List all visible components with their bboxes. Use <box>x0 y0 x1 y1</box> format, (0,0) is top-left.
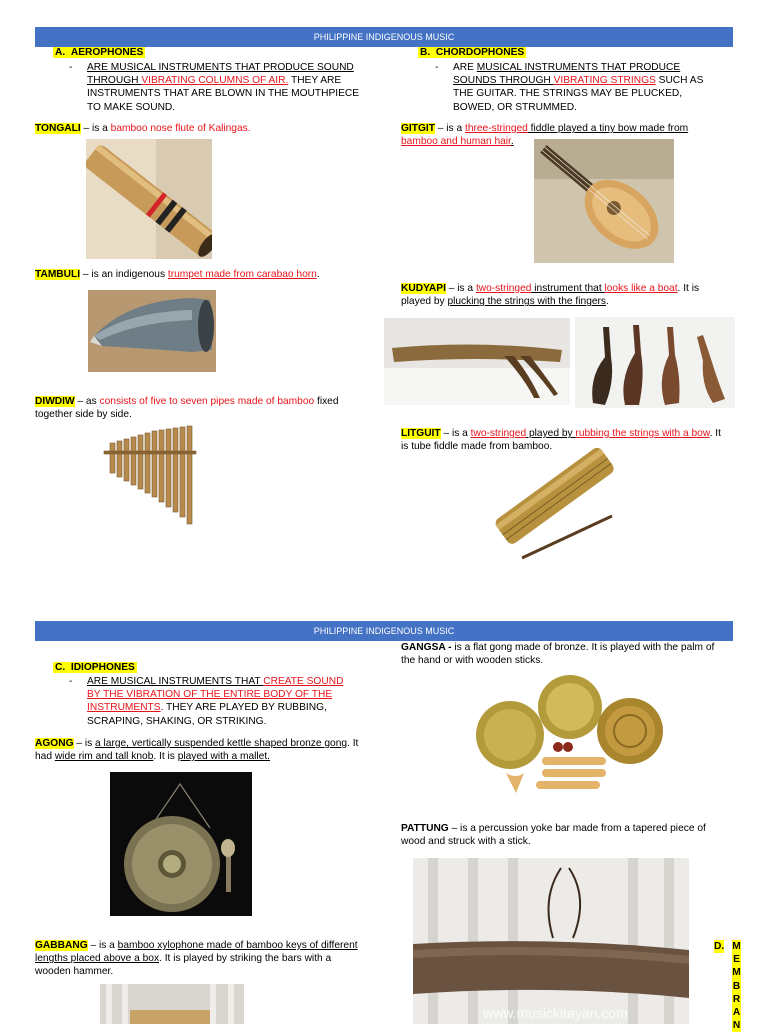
desc-highlight: VIBRATING COLUMNS OF AIR. <box>141 75 289 87</box>
entry-end: . <box>510 136 514 148</box>
entry-sep: – is a <box>434 123 465 134</box>
section-heading-idiophones <box>53 661 137 674</box>
entry-sep: – is a <box>87 940 118 951</box>
tongali-flute-image <box>86 139 212 259</box>
entry-diwdiw <box>35 395 365 421</box>
desc-text-rest: THEY ARE INSTRUMENTS THAT ARE BLOWN IN THE MOUTHPIECE TO MAKE SOUND. <box>87 75 360 113</box>
entry-sep: – is an indigenous <box>80 269 168 280</box>
section-title: IDIOPHONES <box>70 662 135 673</box>
entry-name: AGONG <box>35 738 74 749</box>
tambuli-horn-image <box>88 290 216 372</box>
heading-char: E <box>733 954 740 966</box>
desc-highlight: VIBRATING STRINGS <box>553 75 656 87</box>
desc-text: MUSICAL INSTRUMENTS THAT PRODUCE SOUNDS THROUGH <box>453 62 681 87</box>
desc-text: ARE MUSICAL INSTRUMENTS THAT PRODUCE SOUND THROUGH <box>87 62 354 87</box>
desc-text: ARE MUSICAL INSTRUMENTS THAT <box>87 676 264 687</box>
agong-gong-image <box>110 772 252 916</box>
page-header-banner: PHILIPPINE INDIGENOUS MUSIC <box>35 27 733 47</box>
entry-name: KUDYAPI <box>401 283 446 294</box>
kudyapi-boat-lute-image-1 <box>384 318 570 405</box>
entry-name: LITGUIT <box>401 428 441 439</box>
heading-char: B <box>732 980 741 992</box>
entry-text: wide rim and tall knob <box>54 751 154 763</box>
section-title: AEROPHONES <box>70 47 144 58</box>
entry-agong <box>35 737 365 763</box>
entry-highlight: two-stringed <box>470 428 527 439</box>
entry-name: GITGIT <box>401 123 435 134</box>
entry-name: DIWDIW <box>35 396 75 407</box>
list-dash: - <box>435 62 439 73</box>
pattung-yoke-bar-image <box>413 858 689 1024</box>
entry-text-rest: is a flat gong made of bronze. It is played with the palm of the hand or with wooden sticks. <box>401 642 715 667</box>
entry-text-rest: . It is played by striking the bars with a wooden hammer. <box>35 953 332 978</box>
watermark: www.musickitayan.com <box>483 1005 628 1021</box>
desc-text-rest: SUCH AS THE GUITAR. THE STRINGS MAY BE PLUCKED, BOWED, OR STRUMMED. <box>453 75 704 113</box>
entry-name: GANGSA - <box>401 642 452 653</box>
entry-text: a large, vertically suspended kettle shaped bronze gong <box>95 738 348 749</box>
heading-char: A <box>732 1007 741 1019</box>
aerophones-description <box>69 61 369 114</box>
list-dash: - <box>69 676 73 687</box>
entry-highlight: rubbing the strings with a bow <box>575 428 710 439</box>
entry-name: TONGALI <box>35 123 81 134</box>
entry-text-rest: . It is <box>153 751 178 763</box>
desc-highlight: CREATE SOUND BY THE VIBRATION OF THE ENTIRE BODY OF THE INSTRUMENTS <box>87 676 344 714</box>
entry-text: played by <box>526 428 576 439</box>
section-letter: B. <box>420 47 431 58</box>
entry-pattung <box>401 822 731 848</box>
entry-highlight: bamboo nose flute of Kalingas. <box>110 123 251 134</box>
entry-name: GABBANG <box>35 940 88 951</box>
entry-highlight: three-stringed <box>464 123 528 134</box>
entry-text-rest: – is a percussion yoke bar made from a tapered piece of wood and struck with a stick. <box>401 823 706 848</box>
entry-text: played with a mallet. <box>177 751 271 763</box>
entry-gangsa <box>401 641 731 667</box>
entry-sep: – is a <box>445 283 476 294</box>
entry-text: plucking the strings with the fingers <box>447 296 607 308</box>
section-heading-aerophones <box>53 46 145 59</box>
section-letter: A. <box>55 47 66 58</box>
entry-text-rest: fixed together side by side. <box>35 396 339 421</box>
entry-name: TAMBULI <box>35 269 81 280</box>
chordophones-description <box>435 61 725 114</box>
entry-sep: – is <box>73 738 96 749</box>
entry-tambuli <box>35 268 365 281</box>
entry-tongali <box>35 122 365 135</box>
section-heading-membranophones <box>714 940 744 1032</box>
entry-highlight: bamboo and human hair <box>401 136 511 148</box>
entry-text: fiddle played a tiny bow made from <box>527 123 689 134</box>
entry-name: PATTUNG <box>401 823 449 834</box>
page-header-banner-2: PHILIPPINE INDIGENOUS MUSIC <box>35 621 733 641</box>
entry-sep: – as <box>74 396 100 407</box>
kudyapi-boat-lute-image-2 <box>575 317 735 408</box>
gangsa-gongs-image <box>466 669 666 809</box>
entry-sep: – is a <box>80 123 111 134</box>
entry-sep: – is a <box>440 428 471 439</box>
section-letter: D. <box>714 941 725 952</box>
entry-text-rest: . It is played by <box>401 283 700 308</box>
list-dash: - <box>69 62 73 73</box>
entry-highlight: consists of five to seven pipes made of bamboo <box>99 396 315 407</box>
heading-char: M <box>732 967 741 979</box>
entry-text-rest: . It is tube fiddle made from bamboo. <box>401 428 721 453</box>
entry-highlight: two-stringed <box>475 283 532 294</box>
entry-gabbang <box>35 939 365 979</box>
section-letter: C. <box>55 662 66 673</box>
gabbang-xylophone-image <box>100 984 244 1024</box>
section-title: CHORDOPHONES <box>435 47 525 58</box>
entry-highlight: looks like a boat <box>604 283 678 294</box>
litguit-tube-fiddle-image <box>480 428 620 566</box>
entry-kudyapi <box>401 282 731 308</box>
idiophones-description <box>69 675 354 728</box>
heading-char: R <box>732 993 741 1005</box>
entry-text-rest: . It had <box>35 738 359 763</box>
entry-end: . <box>606 296 609 308</box>
gitgit-fiddle-image <box>534 139 674 263</box>
entry-text: instrument that <box>531 283 605 294</box>
diwdiw-panpipes-image <box>100 425 204 527</box>
entry-end: . <box>316 269 320 280</box>
desc-text-pre: ARE <box>453 62 477 73</box>
desc-text-rest: . THEY ARE PLAYED BY RUBBING, SCRAPING, SHAKING, OR STRIKING. <box>87 702 327 727</box>
heading-char: M <box>732 941 741 952</box>
entry-text: bamboo xylophone made of bamboo keys of different lengths placed above a box <box>35 940 358 965</box>
entry-highlight: trumpet made from carabao horn <box>167 269 317 280</box>
section-heading-chordophones <box>418 46 526 59</box>
heading-char: N <box>732 1020 741 1032</box>
